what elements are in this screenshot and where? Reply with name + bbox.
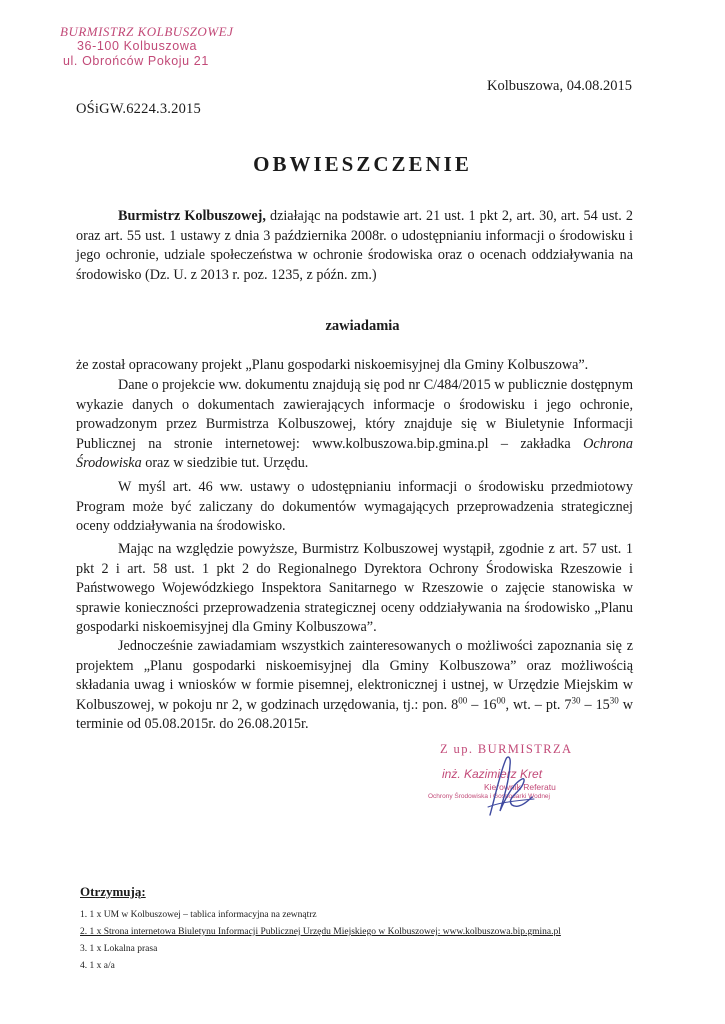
stamp-line-postcode: 36-100 Kolbuszowa	[77, 39, 197, 53]
paragraph-opinion: Mając na względzie powyższe, Burmistrz Kolbuszowej wystąpił, zgodnie z art. 57 ust. 1 pkt 2 i art. 58 ust. 1 pkt 2 do Regionalnego Dyrektora Ochrony Środowiska Rzeszowie i Państwowego Wojewódzkiego Inspektora Sanitarnego w Rzeszowie o zajęcie stanowiska w sprawie konieczności przeprowadzenia strategicznej oceny oddziaływania na środowisko „Planu gospodarki niskoemisyjnej dla Gminy Kolbuszowa”.	[76, 541, 633, 635]
paragraph-consultation	[76, 637, 633, 735]
signature-stamp-line1: Z up. BURMISTRZA	[440, 742, 573, 756]
signature-stamp-dept: Ochrony Środowiska i Gospodarki Wodnej	[428, 793, 550, 800]
hour-sup: 00	[496, 694, 506, 705]
hour-text: , wt. – pt. 7	[505, 696, 572, 713]
signature-stamp	[424, 741, 614, 801]
signature-stamp-name: inż. Kazimierz Kret	[442, 767, 543, 781]
announces-heading: zawiadamia	[325, 318, 400, 334]
list-item: 2. 1 x Strona internetowa Biuletynu Informacji Publicznej Urzędu Miejskiego w Kolbuszowej: www.kolbuszowa.bip.gmina.pl	[80, 927, 561, 937]
intro-lead: Burmistrz Kolbuszowej,	[118, 208, 266, 224]
consultation-text: Jednocześnie zawiadamiam wszystkich zainteresowanych o możliwości zapoznania się z projektem „Planu gospodarki niskoemisyjnej dla Gminy Kolbuszowa” oraz możliwością składania uwag i wniosków w formie pisemnej, elektronicznej i ustnej, w Urzędzie Miejskim w Kolbuszowej, w pokoju nr 2, w godzinach urzędowania, tj.: pon. 8	[76, 638, 633, 713]
hour-sup: 30	[571, 694, 581, 705]
handwritten-signature-icon	[482, 753, 538, 823]
hour-text: – 16	[467, 696, 497, 713]
list-item: 4. 1 x a/a	[80, 961, 115, 971]
hour-sup: 00	[458, 694, 468, 705]
list-item: 3. 1 x Lokalna prasa	[80, 944, 158, 954]
paragraph-data-text: Dane o projekcie ww. dokumentu znajdują się pod nr C/484/2015 w publicznie dostępnym wykazie danych o dokumentach zawierających informacje o środowisku i jego ochronie, prowadzonym przez Burmistrza Kolbuszowej, który znajduje się w Biuletynie Informacji Publicznej na stronie internetowej: www.kolbuszowa.bip.gmina.pl – zakładka	[76, 377, 633, 452]
consultation-dates: w terminie od 05.08.2015r. do 26.08.2015r.	[76, 696, 634, 732]
intro-text: działając na podstawie art. 21 ust. 1 pkt 2, art. 30, art. 54 ust. 2 oraz art. 55 ust. 1 ustawy z dnia 3 października 2008r. o udostępnianiu informacji o środowisku i jego ochronie, udziale społeczeństwa w ochronie środowiska oraz o ocenach oddziaływania na środowisko (Dz. U. z 2013 r. poz. 1235, z późn. zm.)	[76, 208, 633, 283]
paragraph-data-tab: Ochrona Środowiska	[76, 435, 633, 471]
document-title: OBWIESZCZENIE	[253, 152, 472, 176]
stamp-line-street: ul. Obrońców Pokoju 21	[63, 54, 209, 68]
paragraph-data	[76, 376, 633, 474]
place-date: Kolbuszowa, 04.08.2015	[487, 78, 632, 94]
stamp-line-office: BURMISTRZ KOLBUSZOWEJ	[60, 24, 234, 39]
paragraph-article46: W myśl art. 46 ww. ustawy o udostępnianiu informacji o środowisku przedmiotowy Program może być zaliczany do dokumentów wymagających przeprowadzenia strategicznej oceny oddziaływania na środowisko.	[76, 479, 633, 534]
signature-stamp-role: Kierownik Referatu	[484, 782, 556, 792]
intro-paragraph	[76, 207, 633, 285]
recipients-list	[80, 907, 561, 975]
list-item: 1. 1 x UM w Kolbuszowej – tablica informacyjna na zewnątrz	[80, 910, 317, 920]
paragraph-data-tail: oraz w siedzibie tut. Urzędu.	[141, 455, 309, 471]
hour-sup: 30	[609, 694, 619, 705]
header-stamp	[60, 24, 233, 69]
paragraph-project: że został opracowany projekt „Planu gospodarki niskoemisyjnej dla Gminy Kolbuszowa”.	[76, 357, 589, 373]
recipients-title: Otrzymują:	[80, 884, 146, 899]
reference-number: OŚiGW.6224.3.2015	[76, 101, 201, 117]
hour-text: – 15	[580, 696, 610, 713]
